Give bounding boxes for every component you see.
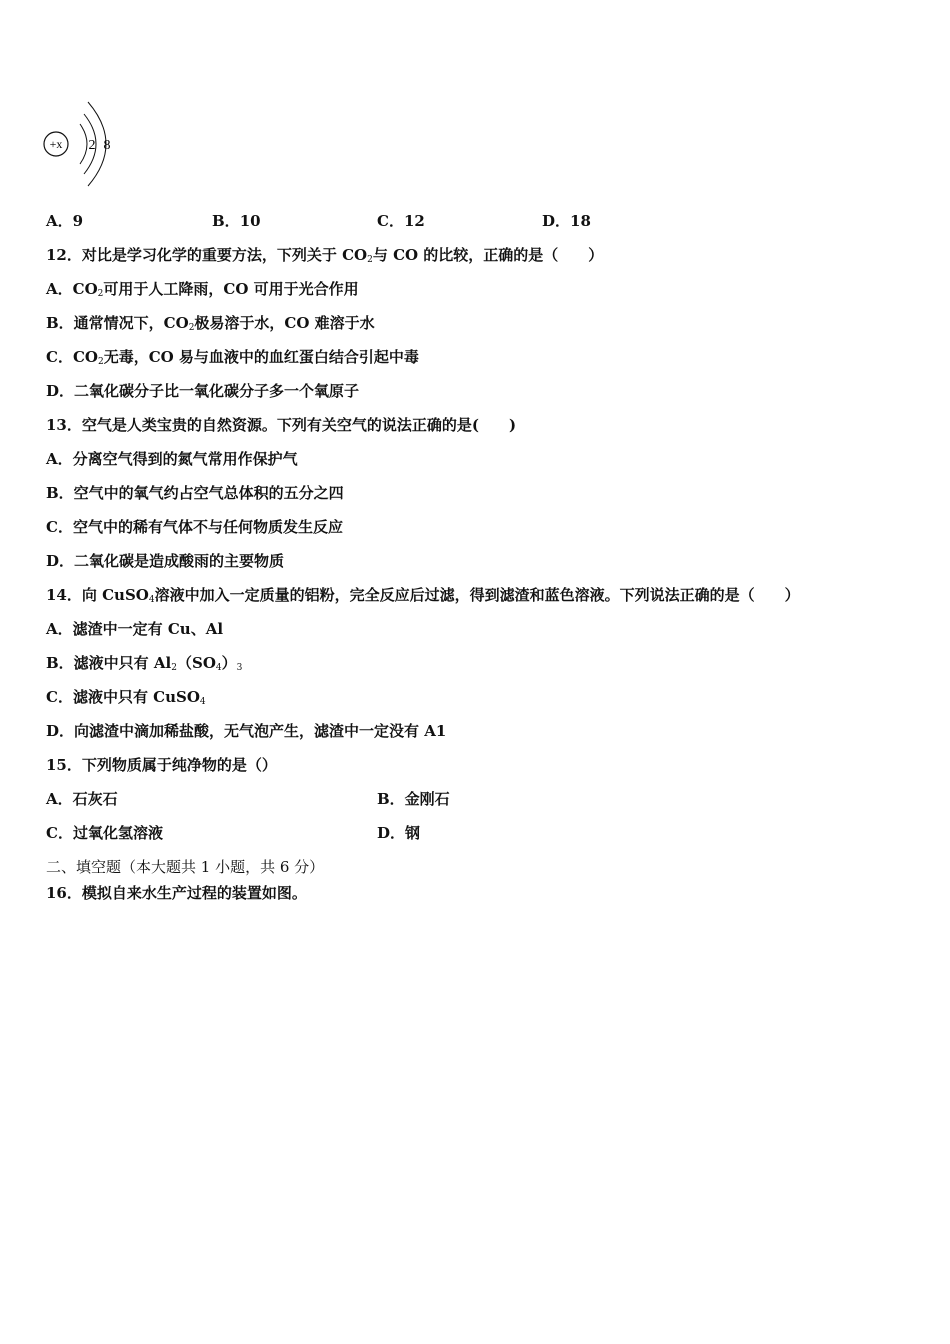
q11-option-a: A．9 [46, 212, 84, 230]
q11-option-d: D．18 [542, 212, 591, 230]
q15-option-d: D．钢 [377, 824, 421, 842]
q12-stem: 12．对比是学习化学的重要方法，下列关于 $CO_2$与 CO 的比较，正确的是（ ） [46, 246, 604, 265]
q14-option-a: A．滤渣中一定有 Cu、Al [46, 620, 224, 638]
q16-stem: 16．模拟自来水生产过程的装置如图。 [46, 884, 307, 902]
q14-option-c: C．滤液中只有 CuSO$_4$ [46, 688, 206, 707]
q12-option-c: C．$CO_2$无毒，CO 易与血液中的血红蛋白结合引起中毒 [46, 348, 419, 367]
q15-option-a: A．石灰石 [46, 790, 118, 808]
nucleus-charge: +x [49, 137, 63, 151]
q14-option-d: D．向滤渣中滴加稀盐酸，无气泡产生，滤渣中一定没有 A1 [46, 722, 447, 740]
q15-option-c: C．过氧化氢溶液 [46, 824, 163, 842]
q11-option-b: B．10 [212, 212, 261, 230]
q12-option-a: A．$CO_2$可用于人工降雨，CO 可用于光合作用 [46, 280, 359, 299]
q15-stem: 15．下列物质属于纯净物的是（） [46, 756, 277, 774]
q13-option-b: B．空气中的氧气约占空气总体积的五分之四 [46, 484, 344, 502]
q12-option-b: B．通常情况下，$CO_2$极易溶于水，CO 难溶于水 [46, 314, 375, 333]
q15-option-b: B．金刚石 [377, 790, 450, 808]
q11-option-c: C．12 [377, 212, 425, 230]
shell-2-electrons: 8 [103, 138, 111, 153]
q13-option-c: C．空气中的稀有气体不与任何物质发生反应 [46, 518, 343, 536]
shell-arc-1 [80, 124, 87, 164]
q13-stem: 13．空气是人类宝贵的自然资源。下列有关空气的说法正确的是( ) [46, 416, 517, 434]
section-2-heading: 二、填空题（本大题共 1 小题，共 6 分） [46, 858, 325, 876]
atom-structure-diagram [40, 96, 130, 192]
q14-stem: 14．向 CuSO$_4$溶液中加入一定质量的铝粉，完全反应后过滤，得到滤渣和蓝色溶液。下列说法正确的是（ ） [46, 586, 800, 605]
shell-1-electrons: 2 [88, 138, 96, 153]
q12-option-d: D．二氧化碳分子比一氧化碳分子多一个氧原子 [46, 382, 360, 400]
q14-option-b: B．滤液中只有 $Al_2(SO_4)_3$ [46, 654, 243, 673]
q13-option-a: A．分离空气得到的氮气常用作保护气 [46, 450, 298, 468]
q13-option-d: D．二氧化碳是造成酸雨的主要物质 [46, 552, 285, 570]
